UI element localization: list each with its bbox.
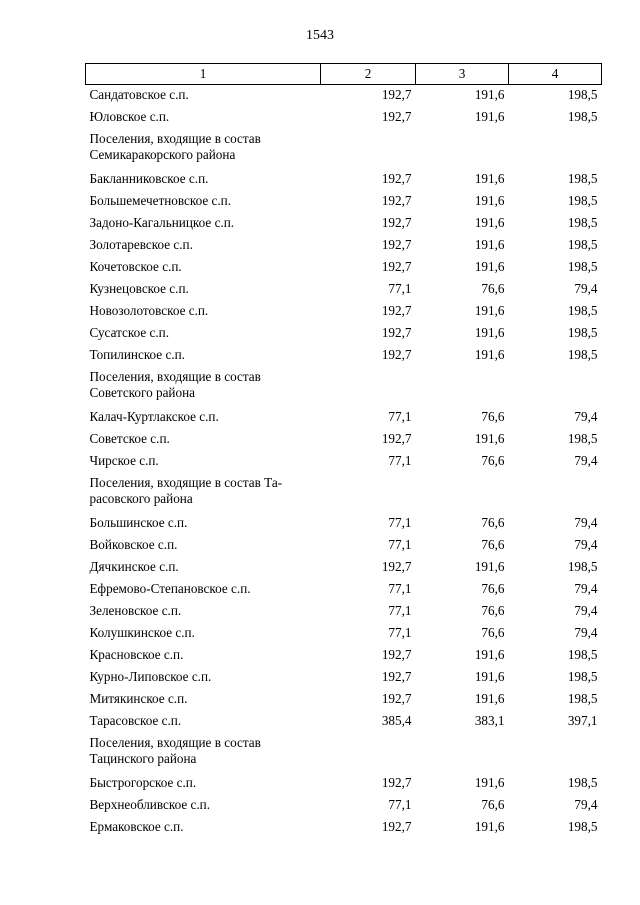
value-col-3: 191,6 (474, 347, 505, 362)
value-col-2: 77,1 (388, 537, 412, 552)
column-header-4: 4 (509, 64, 602, 85)
settlement-name: Тарасовское с.п. (89, 713, 182, 728)
value-col-4: 79,4 (574, 797, 598, 812)
value-col-4: 198,5 (567, 171, 598, 186)
value-col-2: 77,1 (388, 625, 412, 640)
section-heading: Поселения, входящие в состав Та-расовского района (89, 475, 283, 506)
value-col-2: 192,7 (381, 193, 412, 208)
value-col-2: 192,7 (381, 109, 412, 124)
section-heading-row (86, 367, 602, 407)
table-row (86, 323, 602, 345)
table-row (86, 645, 602, 667)
value-col-4: 198,5 (567, 647, 598, 662)
settlement-name: Ефремово-Степановское с.п. (89, 581, 251, 596)
empty-cell (509, 473, 602, 513)
value-col-4: 397,1 (567, 713, 598, 728)
settlement-name: Бакланниковское с.п. (89, 171, 209, 186)
value-col-4: 79,4 (574, 515, 598, 530)
value-col-3: 191,6 (474, 669, 505, 684)
table-row (86, 429, 602, 451)
value-col-2: 77,1 (388, 581, 412, 596)
empty-cell (416, 473, 509, 513)
value-col-4: 198,5 (567, 669, 598, 684)
value-col-3: 191,6 (474, 109, 505, 124)
empty-cell (416, 129, 509, 169)
table-row (86, 279, 602, 301)
value-col-3: 191,6 (474, 171, 505, 186)
settlement-name: Большемечетновское с.п. (89, 193, 232, 208)
table-row (86, 795, 602, 817)
value-col-4: 198,5 (567, 431, 598, 446)
table-row (86, 557, 602, 579)
column-header-1: 1 (86, 64, 321, 85)
value-col-2: 192,7 (381, 347, 412, 362)
table-row (86, 345, 602, 367)
settlement-name: Быстрогорское с.п. (89, 775, 197, 790)
settlement-name: Зеленовское с.п. (89, 603, 182, 618)
table-row (86, 85, 602, 108)
table-row (86, 451, 602, 473)
settlement-name: Задоно-Кагальницкое с.п. (89, 215, 235, 230)
value-col-4: 198,5 (567, 259, 598, 274)
table-header (86, 64, 602, 85)
empty-cell (321, 473, 416, 513)
section-heading-row (86, 733, 602, 773)
value-col-3: 76,6 (481, 281, 505, 296)
settlement-name: Ермаковское с.п. (89, 819, 184, 834)
value-col-3: 191,6 (474, 819, 505, 834)
settlement-name: Новозолотовское с.п. (89, 303, 209, 318)
settlement-name: Войковское с.п. (89, 537, 178, 552)
value-col-3: 191,6 (474, 559, 505, 574)
value-col-3: 191,6 (474, 237, 505, 252)
settlement-name: Сусатское с.п. (89, 325, 170, 340)
column-header-3: 3 (416, 64, 509, 85)
settlement-name: Красновское с.п. (89, 647, 184, 662)
table-row (86, 513, 602, 535)
value-col-2: 192,7 (381, 647, 412, 662)
table-row (86, 817, 602, 839)
empty-cell (509, 367, 602, 407)
section-heading: Поселения, входящие в состав Семикаракорского района (89, 131, 261, 162)
table-row (86, 257, 602, 279)
value-col-4: 198,5 (567, 559, 598, 574)
value-col-3: 76,6 (481, 797, 505, 812)
value-col-2: 77,1 (388, 515, 412, 530)
table-row (86, 169, 602, 191)
value-col-2: 192,7 (381, 431, 412, 446)
value-col-2: 192,7 (381, 215, 412, 230)
settlement-name: Дячкинское с.п. (89, 559, 179, 574)
settlement-name: Золотаревское с.п. (89, 237, 193, 252)
settlement-name: Топилинское с.п. (89, 347, 185, 362)
value-col-2: 192,7 (381, 669, 412, 684)
value-col-3: 383,1 (474, 713, 505, 728)
value-col-3: 191,6 (474, 775, 505, 790)
value-col-4: 198,5 (567, 87, 598, 102)
settlement-name: Чирское с.п. (89, 453, 159, 468)
table-row (86, 773, 602, 795)
value-col-3: 191,6 (474, 87, 505, 102)
value-col-3: 191,6 (474, 193, 505, 208)
value-col-4: 198,5 (567, 237, 598, 252)
table-row (86, 623, 602, 645)
value-col-2: 192,7 (381, 303, 412, 318)
table-row (86, 689, 602, 711)
value-col-4: 198,5 (567, 775, 598, 790)
value-col-2: 77,1 (388, 453, 412, 468)
empty-cell (416, 733, 509, 773)
table-row (86, 407, 602, 429)
value-col-2: 385,4 (381, 713, 412, 728)
value-col-4: 79,4 (574, 409, 598, 424)
settlement-name: Сандатовское с.п. (89, 87, 189, 102)
value-col-4: 198,5 (567, 303, 598, 318)
table-row (86, 601, 602, 623)
value-col-3: 191,6 (474, 303, 505, 318)
value-col-3: 76,6 (481, 409, 505, 424)
value-col-3: 191,6 (474, 259, 505, 274)
settlement-name: Большинское с.п. (89, 515, 188, 530)
value-col-3: 191,6 (474, 215, 505, 230)
value-col-4: 79,4 (574, 453, 598, 468)
value-col-2: 192,7 (381, 691, 412, 706)
value-col-3: 76,6 (481, 453, 505, 468)
empty-cell (509, 129, 602, 169)
table-row (86, 579, 602, 601)
table-row (86, 301, 602, 323)
value-col-4: 198,5 (567, 325, 598, 340)
value-col-3: 76,6 (481, 625, 505, 640)
settlement-name: Кочетовское с.п. (89, 259, 182, 274)
value-col-3: 76,6 (481, 581, 505, 596)
table-row (86, 711, 602, 733)
value-col-3: 76,6 (481, 537, 505, 552)
value-col-2: 77,1 (388, 281, 412, 296)
value-col-3: 191,6 (474, 431, 505, 446)
settlement-name: Юловское с.п. (89, 109, 170, 124)
empty-cell (416, 367, 509, 407)
value-col-2: 77,1 (388, 409, 412, 424)
value-col-3: 76,6 (481, 515, 505, 530)
value-col-4: 198,5 (567, 109, 598, 124)
settlement-name: Колушкинское с.п. (89, 625, 195, 640)
value-col-2: 192,7 (381, 87, 412, 102)
table-row (86, 213, 602, 235)
table-row (86, 535, 602, 557)
empty-cell (321, 367, 416, 407)
settlement-name: Верхнеобливское с.п. (89, 797, 211, 812)
value-col-4: 198,5 (567, 347, 598, 362)
settlement-name: Митякинское с.п. (89, 691, 188, 706)
value-col-4: 198,5 (567, 819, 598, 834)
section-heading: Поселения, входящие в состав Советского района (89, 369, 261, 400)
value-col-4: 198,5 (567, 691, 598, 706)
value-col-3: 76,6 (481, 603, 505, 618)
settlements-table (85, 63, 602, 839)
settlement-name: Советское с.п. (89, 431, 170, 446)
value-col-4: 79,4 (574, 537, 598, 552)
value-col-4: 79,4 (574, 581, 598, 596)
value-col-4: 79,4 (574, 603, 598, 618)
value-col-2: 77,1 (388, 797, 412, 812)
table-body (86, 85, 602, 840)
section-heading: Поселения, входящие в состав Тацинского района (89, 735, 261, 766)
value-col-2: 192,7 (381, 775, 412, 790)
empty-cell (321, 129, 416, 169)
value-col-2: 192,7 (381, 325, 412, 340)
table-row (86, 191, 602, 213)
table-row (86, 235, 602, 257)
value-col-4: 79,4 (574, 625, 598, 640)
value-col-2: 192,7 (381, 237, 412, 252)
value-col-2: 192,7 (381, 819, 412, 834)
section-heading-row (86, 129, 602, 169)
value-col-2: 77,1 (388, 603, 412, 618)
empty-cell (509, 733, 602, 773)
header-row (86, 64, 602, 85)
table-row (86, 107, 602, 129)
settlement-name: Курно-Липовское с.п. (89, 669, 212, 684)
value-col-2: 192,7 (381, 171, 412, 186)
value-col-4: 198,5 (567, 193, 598, 208)
section-heading-row (86, 473, 602, 513)
page-number: 1543 (306, 28, 334, 43)
value-col-4: 79,4 (574, 281, 598, 296)
value-col-2: 192,7 (381, 259, 412, 274)
empty-cell (321, 733, 416, 773)
value-col-3: 191,6 (474, 647, 505, 662)
settlement-name: Калач-Куртлакское с.п. (89, 409, 219, 424)
column-header-2: 2 (321, 64, 416, 85)
value-col-3: 191,6 (474, 325, 505, 340)
value-col-3: 191,6 (474, 691, 505, 706)
value-col-4: 198,5 (567, 215, 598, 230)
table-row (86, 667, 602, 689)
settlement-name: Кузнецовское с.п. (89, 281, 189, 296)
value-col-2: 192,7 (381, 559, 412, 574)
